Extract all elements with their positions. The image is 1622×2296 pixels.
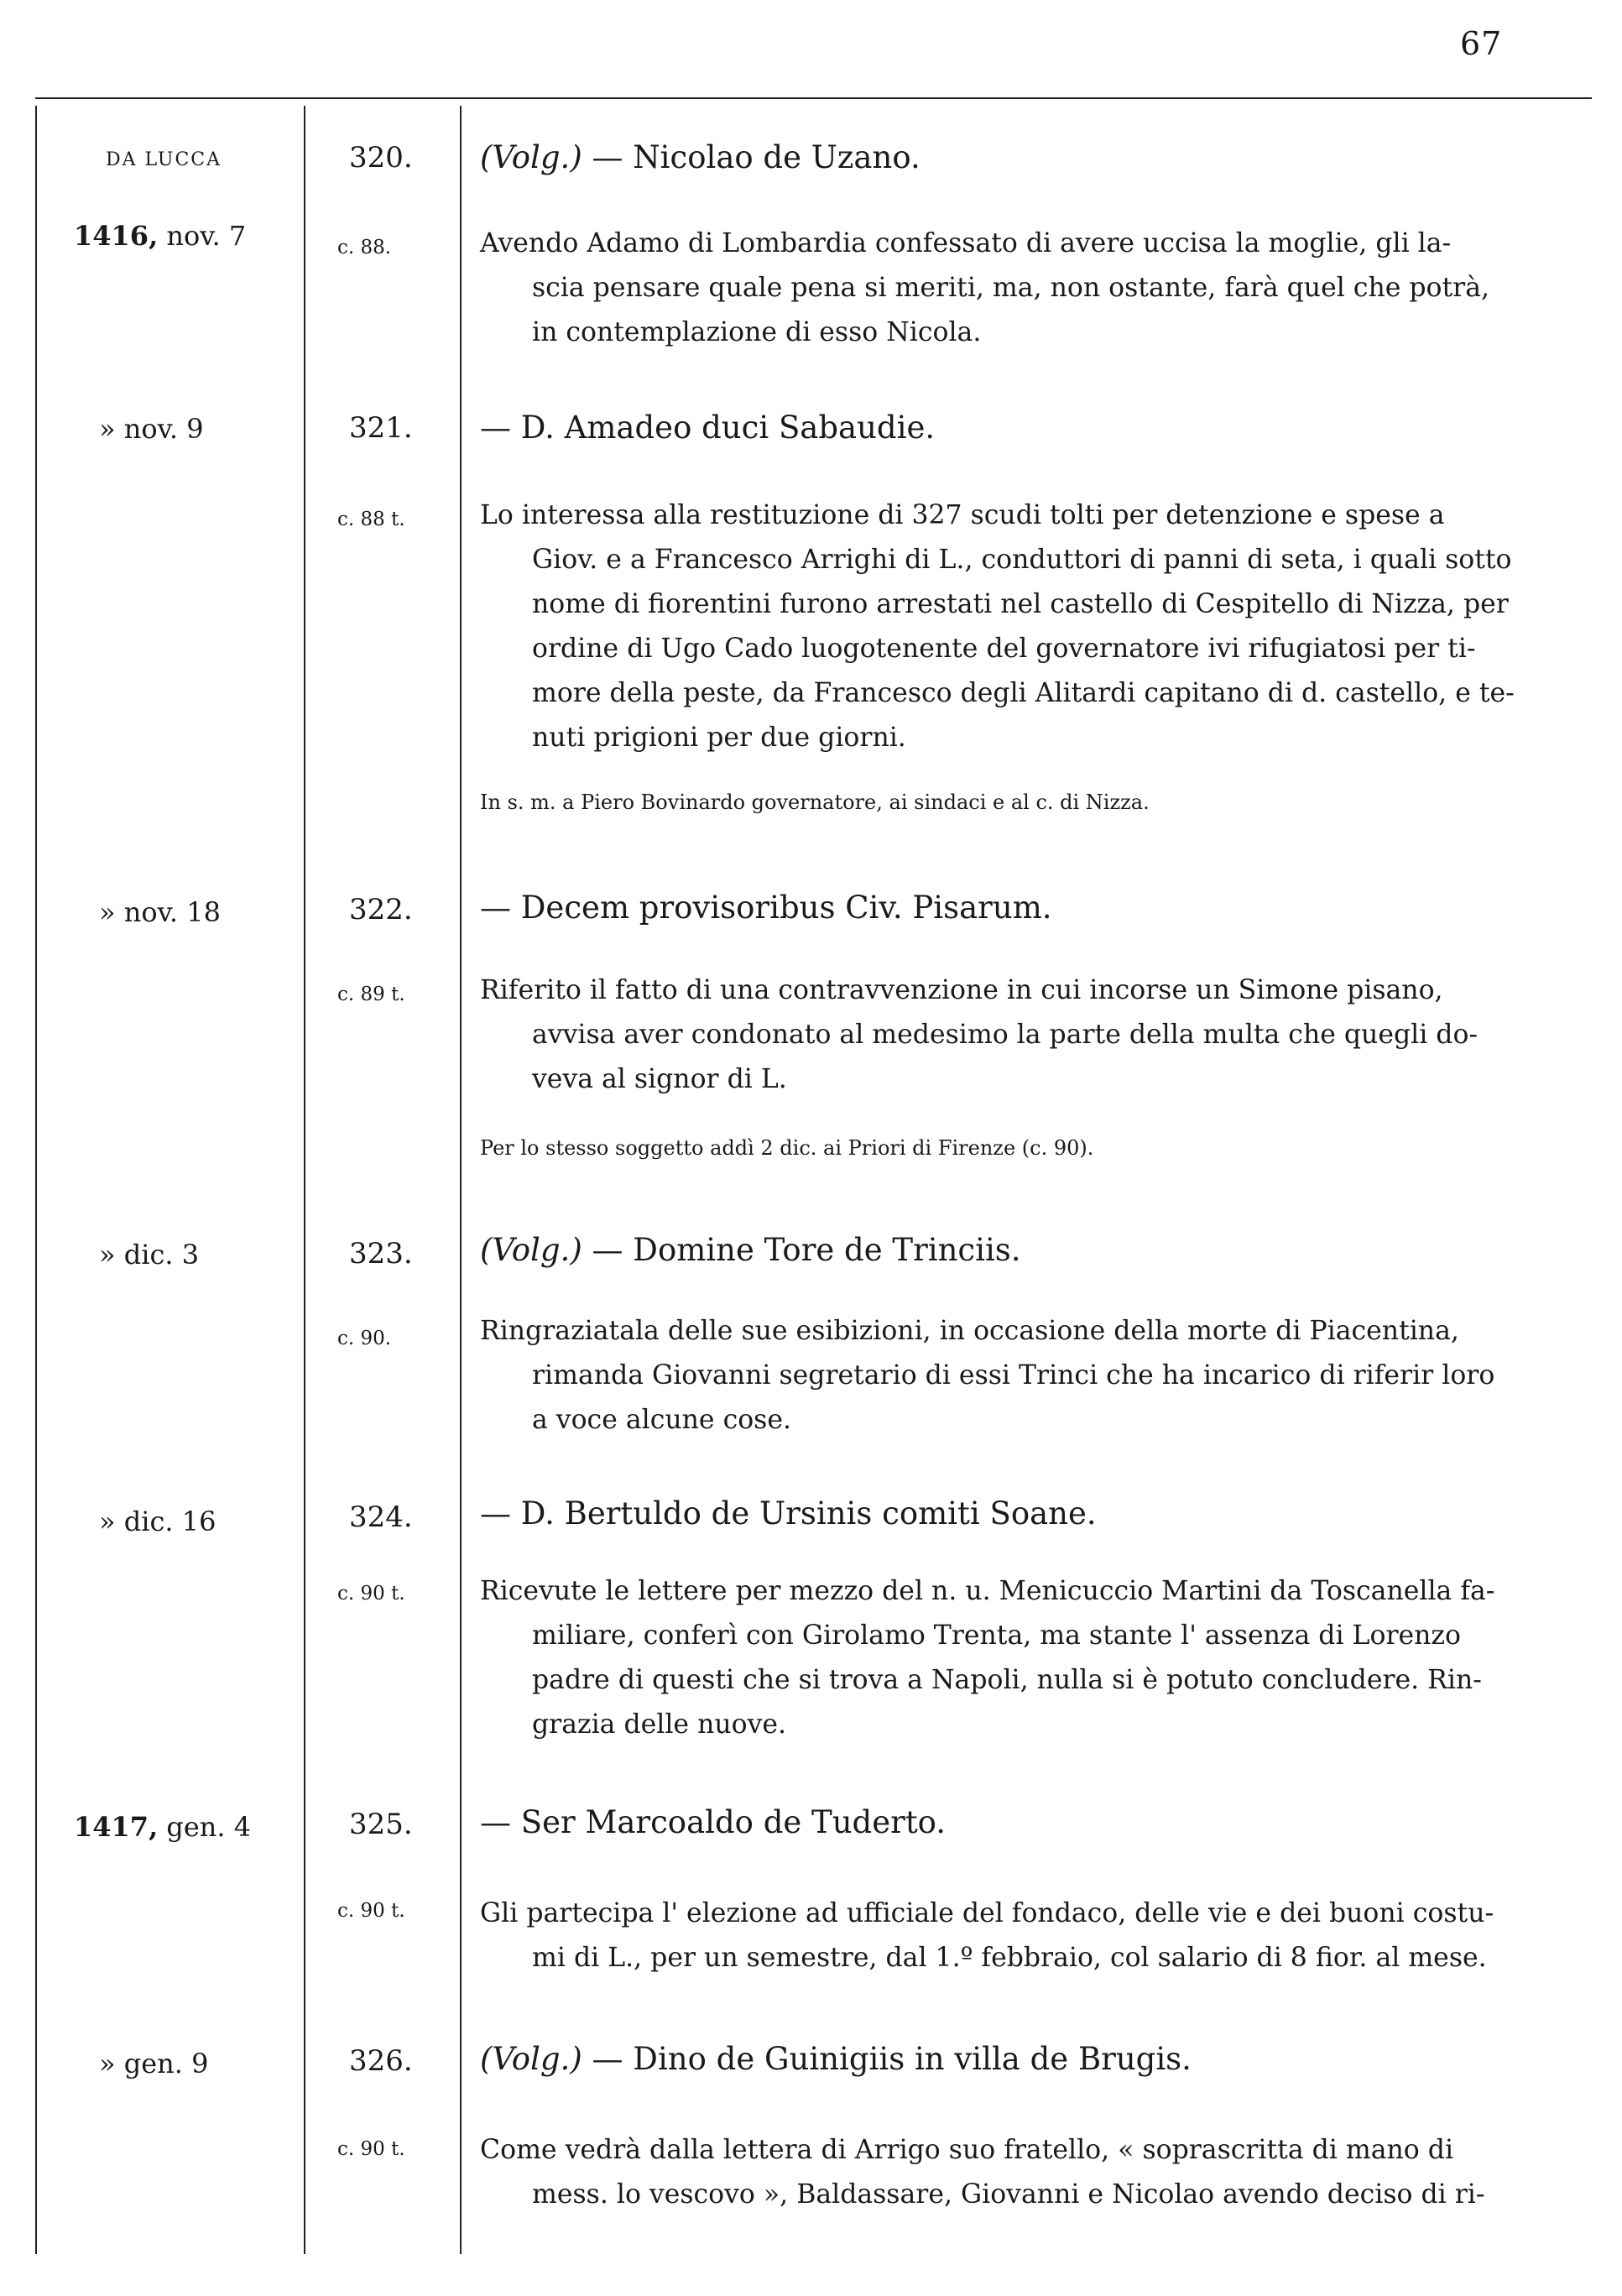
entry-carta: c. 90 t. (337, 2138, 405, 2160)
entry-number: 325. (349, 1808, 413, 1841)
entry-heading (480, 1232, 1021, 1268)
entry-date-day: nov. 7 (158, 220, 247, 252)
entry-date: » nov. 9 (99, 413, 204, 445)
entry-date: » nov. 18 (99, 896, 221, 928)
body-line: more della peste, da Francesco degli Alitardi capitano di d. castello, e te- (532, 678, 1515, 708)
body-line: nuti prigioni per due giorni. (532, 723, 906, 753)
top-rule (35, 97, 1592, 99)
body-line: Riferito il fatto di una contravvenzione in cui incorse un Simone pisano, (480, 975, 1443, 1005)
entry-heading: — D. Amadeo duci Sabaudie. (480, 410, 936, 446)
entry-carta: c. 88 t. (337, 509, 405, 530)
body-line: a voce alcune cose. (532, 1405, 792, 1435)
entry-date-year: 1416, (74, 220, 159, 252)
body-line: Ricevute le lettere per mezzo del n. u. Menicuccio Martini da Toscanella fa- (480, 1576, 1495, 1606)
body-line: veva al signor di L. (532, 1064, 787, 1094)
entry-date: » gen. 9 (99, 2048, 209, 2079)
entry-date (74, 1811, 251, 1843)
entry-date-year: 1417, (74, 1811, 159, 1843)
entry-note: Per lo stesso soggetto addì 2 dic. ai Priori di Firenze (c. 90). (480, 1136, 1094, 1160)
body-line: mi di L., per un semestre, dal 1.º febbraio, col salario di 8 fior. al mese. (532, 1943, 1487, 1973)
entry-body (480, 493, 1579, 760)
entry-body (480, 222, 1579, 355)
entry-number: 320. (349, 141, 413, 175)
body-line: grazia delle nuove. (532, 1709, 787, 1740)
entry-date (74, 220, 246, 252)
body-line: miliare, conferì con Girolamo Trenta, ma stante l' assenza di Lorenzo (532, 1620, 1461, 1651)
left-border-line (35, 106, 37, 2254)
entry-body (480, 2128, 1579, 2217)
entry-date: » dic. 16 (99, 1505, 216, 1537)
entry-number: 326. (349, 2044, 413, 2078)
entry-heading: — Ser Marcoaldo de Tuderto. (480, 1804, 947, 1840)
body-line: Gli partecipa l' elezione ad ufficiale del fondaco, delle vie e dei buoni costu- (480, 1898, 1494, 1928)
body-line: rimanda Giovanni segretario di essi Trinci che ha incarico di riferir loro (532, 1360, 1495, 1391)
entry-body (480, 1892, 1579, 1980)
number-column-divider (460, 106, 462, 2254)
entry-body (480, 968, 1579, 1102)
date-column-divider (304, 106, 305, 2254)
entry-body (480, 1309, 1579, 1443)
body-line: avvisa aver condonato al medesimo la parte della multa che quegli do- (532, 1020, 1479, 1050)
entry-carta: c. 90. (337, 1328, 392, 1349)
entry-date-day: gen. 4 (158, 1811, 252, 1843)
heading-text: — Domine Tore de Trinciis. (582, 1232, 1021, 1268)
entry-date: » dic. 3 (99, 1239, 200, 1271)
body-line: nome di fiorentini furono arrestati nel castello di Cespitello di Nizza, per (532, 589, 1509, 619)
entry-heading: — Decem provisoribus Civ. Pisarum. (480, 890, 1052, 926)
entry-carta: c. 89 t. (337, 984, 405, 1005)
entry-heading (480, 139, 921, 175)
entry-note: In s. m. a Piero Bovinardo governatore, ai sindaci e al c. di Nizza. (480, 791, 1150, 814)
entry-carta: c. 88. (337, 237, 392, 258)
body-line: Ringraziatala delle sue esibizioni, in occasione della morte di Piacentina, (480, 1316, 1459, 1346)
entry-carta: c. 90 t. (337, 1900, 405, 1922)
entry-number: 322. (349, 893, 413, 926)
entry-heading: — D. Bertuldo de Ursinis comiti Soane. (480, 1495, 1097, 1532)
body-line: ordine di Ugo Cado luogotenente del governatore ivi rifugiatosi per ti- (532, 634, 1476, 664)
running-header: DA LUCCA (106, 149, 222, 170)
body-line: Giov. e a Francesco Arrighi di L., conduttori di panni di seta, i quali sotto (532, 545, 1512, 575)
volg-marker: (Volg.) (480, 1232, 582, 1268)
heading-text: — Nicolao de Uzano. (582, 139, 921, 175)
body-line: in contemplazione di esso Nicola. (532, 317, 982, 347)
body-line: scia pensare quale pena si meriti, ma, non ostante, farà quel che potrà, (532, 273, 1490, 303)
body-line: Come vedrà dalla lettera di Arrigo suo fratello, « soprascritta di mano di (480, 2135, 1454, 2165)
volg-marker: (Volg.) (480, 139, 582, 175)
entry-heading (480, 2041, 1192, 2077)
entry-body (480, 1569, 1579, 1747)
body-line: Avendo Adamo di Lombardia confessato di avere uccisa la moglie, gli la- (480, 228, 1452, 258)
heading-text: — Dino de Guinigiis in villa de Brugis. (582, 2041, 1192, 2077)
page-number: 67 (1460, 25, 1503, 62)
body-line: mess. lo vescovo », Baldassare, Giovanni e Nicolao avendo deciso di ri- (532, 2179, 1485, 2210)
entry-number: 323. (349, 1237, 413, 1271)
entry-carta: c. 90 t. (337, 1583, 405, 1605)
body-line: padre di questi che si trova a Napoli, nulla si è potuto concludere. Rin- (532, 1665, 1482, 1695)
body-line: Lo interessa alla restituzione di 327 scudi tolti per detenzione e spese a (480, 500, 1445, 530)
entry-number: 324. (349, 1500, 413, 1534)
volg-marker: (Volg.) (480, 2041, 582, 2077)
entry-number: 321. (349, 411, 413, 445)
